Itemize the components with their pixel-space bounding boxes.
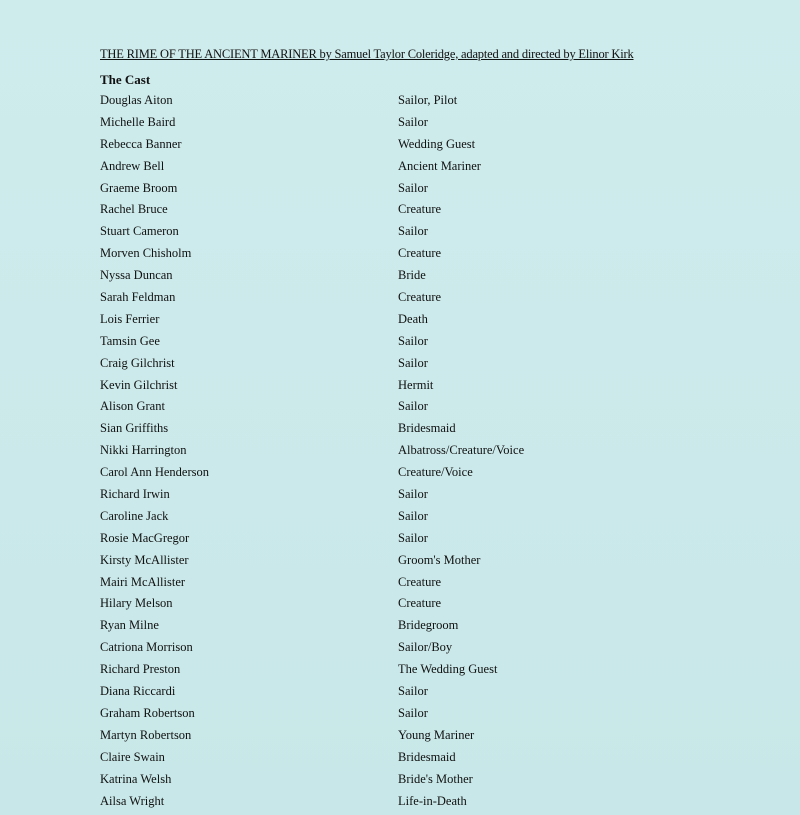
role-name: Young Mariner bbox=[398, 727, 475, 742]
cast-row bbox=[0, 770, 800, 792]
role-name: Ancient Mariner bbox=[398, 158, 481, 173]
role-name: The Wedding Guest bbox=[398, 662, 498, 677]
role-name: Creature bbox=[398, 246, 442, 261]
actor-name: Sarah Feldman bbox=[100, 290, 176, 305]
role-name: Albatross/Creature/Voice bbox=[398, 443, 525, 458]
role-name: Life-in-Death bbox=[398, 793, 467, 808]
cast-row bbox=[0, 91, 800, 113]
actor-name: Sian Griffiths bbox=[100, 421, 169, 436]
cast-row bbox=[0, 266, 800, 288]
role-name: Sailor bbox=[398, 508, 428, 523]
role-name: Bridesmaid bbox=[398, 421, 456, 436]
role-name: Groom's Mother bbox=[398, 552, 481, 567]
actor-name: Catriona Morrison bbox=[100, 640, 193, 655]
cast-row bbox=[0, 200, 800, 222]
actor-name: Kevin Gilchrist bbox=[100, 377, 178, 392]
actor-name: Katrina Welsh bbox=[100, 771, 172, 786]
actor-name: Morven Chisholm bbox=[100, 246, 192, 261]
cast-section-title: The Cast bbox=[100, 72, 151, 87]
actor-name: Ailsa Wright bbox=[100, 793, 165, 808]
actor-name: Richard Preston bbox=[100, 662, 181, 677]
cast-row bbox=[0, 288, 800, 310]
role-name: Sailor bbox=[398, 355, 428, 370]
actor-name: Rachel Bruce bbox=[100, 202, 168, 217]
actor-name: Craig Gilchrist bbox=[100, 355, 175, 370]
cast-row bbox=[0, 157, 800, 179]
cast-row bbox=[0, 376, 800, 398]
cast-row bbox=[0, 529, 800, 551]
cast-row bbox=[0, 419, 800, 441]
role-name: Sailor bbox=[398, 399, 428, 414]
role-name: Bride bbox=[398, 268, 426, 283]
role-name: Sailor bbox=[398, 180, 428, 195]
actor-name: Nikki Harrington bbox=[100, 443, 187, 458]
cast-row bbox=[0, 397, 800, 419]
cast-row bbox=[0, 638, 800, 660]
actor-name: Tamsin Gee bbox=[100, 333, 160, 348]
role-name: Bride's Mother bbox=[398, 771, 473, 786]
actor-name: Stuart Cameron bbox=[100, 224, 179, 239]
cast-row bbox=[0, 682, 800, 704]
cast-row bbox=[0, 135, 800, 157]
cast-list bbox=[0, 91, 800, 813]
role-name: Sailor bbox=[398, 705, 428, 720]
cast-row bbox=[0, 792, 800, 814]
actor-name: Andrew Bell bbox=[100, 158, 165, 173]
role-name: Sailor bbox=[398, 224, 428, 239]
actor-name: Michelle Baird bbox=[100, 114, 176, 129]
cast-row bbox=[0, 485, 800, 507]
role-name: Creature bbox=[398, 596, 442, 611]
cast-row bbox=[0, 616, 800, 638]
role-name: Sailor bbox=[398, 530, 428, 545]
cast-row bbox=[0, 222, 800, 244]
cast-row bbox=[0, 573, 800, 595]
role-name: Wedding Guest bbox=[398, 136, 476, 151]
role-name: Sailor bbox=[398, 333, 428, 348]
role-name: Sailor bbox=[398, 684, 428, 699]
role-name: Bridegroom bbox=[398, 618, 459, 633]
actor-name: Martyn Robertson bbox=[100, 727, 192, 742]
actor-name: Ryan Milne bbox=[100, 618, 159, 633]
role-name: Death bbox=[398, 311, 428, 326]
actor-name: Nyssa Duncan bbox=[100, 268, 173, 283]
role-name: Sailor bbox=[398, 114, 428, 129]
actor-name: Rosie MacGregor bbox=[100, 530, 190, 545]
role-name: Hermit bbox=[398, 377, 434, 392]
cast-row bbox=[0, 441, 800, 463]
actor-name: Graeme Broom bbox=[100, 180, 178, 195]
cast-row bbox=[0, 463, 800, 485]
actor-name: Rebecca Banner bbox=[100, 136, 182, 151]
cast-row bbox=[0, 332, 800, 354]
role-name: Sailor bbox=[398, 487, 428, 502]
actor-name: Douglas Aiton bbox=[100, 93, 173, 107]
actor-name: Diana Riccardi bbox=[100, 684, 176, 699]
role-name: Creature/Voice bbox=[398, 465, 473, 480]
cast-row bbox=[0, 660, 800, 682]
role-name: Creature bbox=[398, 290, 442, 305]
document-heading: THE RIME OF THE ANCIENT MARINER by Samuel Taylor Coleridge, adapted and directed by Elinor Kirk bbox=[100, 47, 634, 61]
actor-name: Carol Ann Henderson bbox=[100, 465, 210, 480]
cast-row bbox=[0, 594, 800, 616]
actor-name: Caroline Jack bbox=[100, 508, 169, 523]
actor-name: Lois Ferrier bbox=[100, 311, 160, 326]
role-name: Sailor/Boy bbox=[398, 640, 453, 655]
role-name: Sailor, Pilot bbox=[398, 93, 458, 107]
cast-row bbox=[0, 726, 800, 748]
cast-row bbox=[0, 354, 800, 376]
cast-row bbox=[0, 179, 800, 201]
cast-row bbox=[0, 748, 800, 770]
cast-row bbox=[0, 704, 800, 726]
actor-name: Richard Irwin bbox=[100, 487, 170, 502]
role-name: Creature bbox=[398, 202, 442, 217]
cast-row bbox=[0, 310, 800, 332]
cast-row bbox=[0, 551, 800, 573]
actor-name: Mairi McAllister bbox=[100, 574, 186, 589]
role-name: Bridesmaid bbox=[398, 749, 456, 764]
actor-name: Alison Grant bbox=[100, 399, 165, 414]
actor-name: Kirsty McAllister bbox=[100, 552, 189, 567]
cast-row bbox=[0, 244, 800, 266]
actor-name: Hilary Melson bbox=[100, 596, 173, 611]
actor-name: Claire Swain bbox=[100, 749, 165, 764]
cast-row bbox=[0, 507, 800, 529]
actor-name: Graham Robertson bbox=[100, 705, 195, 720]
cast-row bbox=[0, 113, 800, 135]
role-name: Creature bbox=[398, 574, 442, 589]
